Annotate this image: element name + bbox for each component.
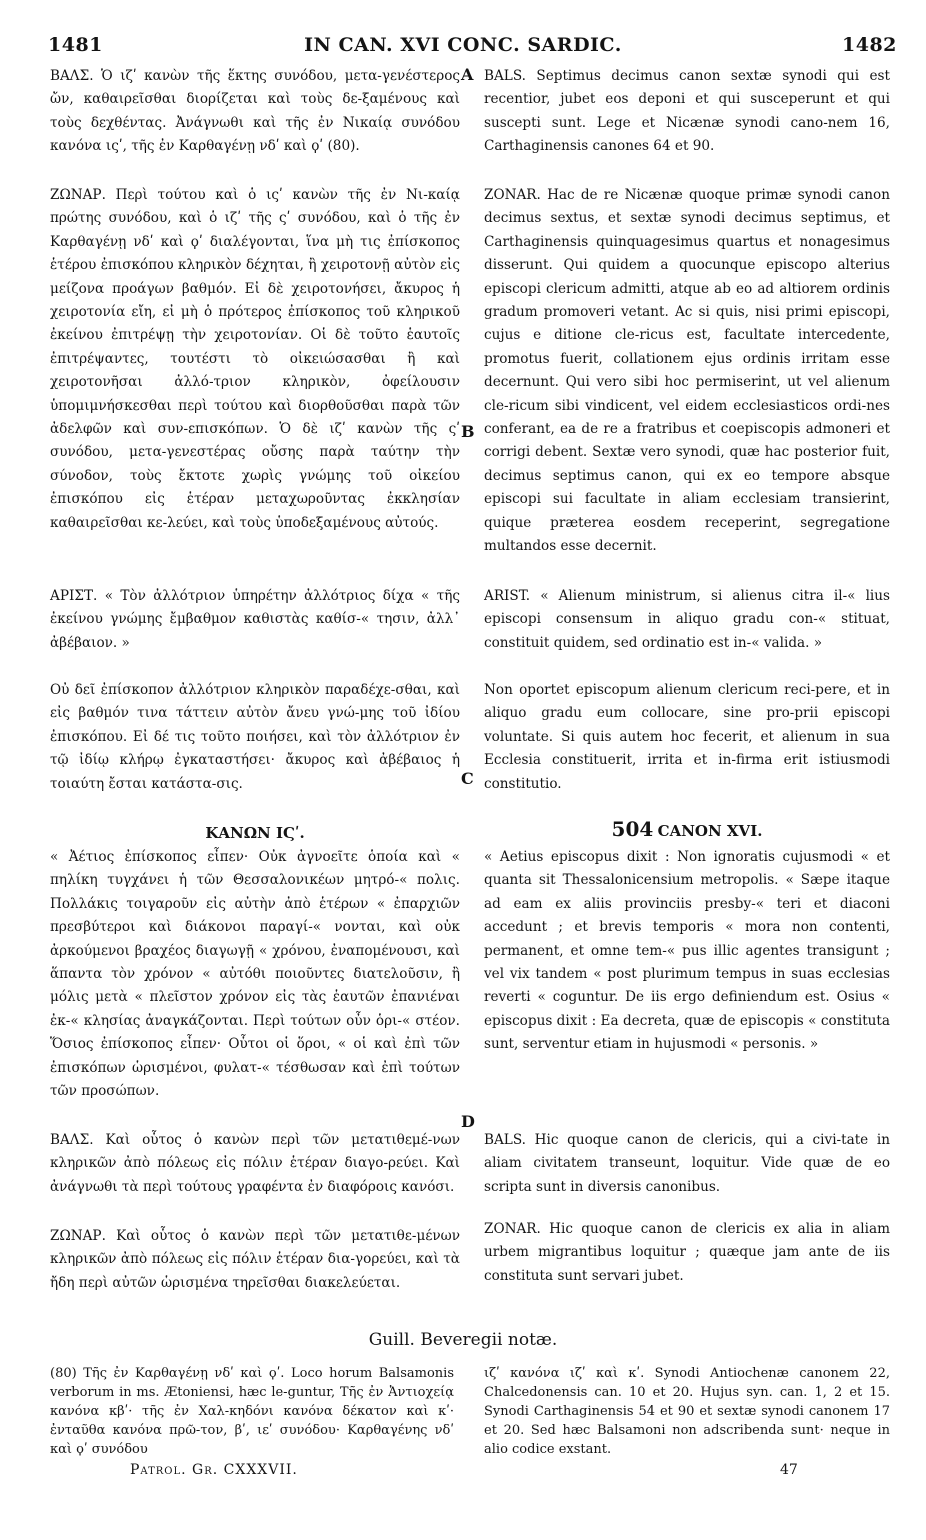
footer-volume: Patrol. Gr. CXXXVII. [130,1462,298,1478]
margin-letter-a: A [461,65,474,84]
latin-zonaras-2: ZONAR. Hic quoque canon de clericis ex alia in aliam urbem migrantibus loquitur ; quæque jam ante de iis constituta sunt servari jubet. [484,1221,890,1284]
page-number-left: 1481 [48,34,103,56]
greek-canon-text: « Ἀέτιος ἐπίσκοπος εἶπεν· Οὐκ ἀγνοεῖτε ὁποία καὶ « πηλίκη τυγχάνει ἡ τῶν Θεσσαλονικέων μητρό-« πολις. Πολλάκις τοιγαροῦν εἰς αὐτὴν ἀπὸ ἑτέρων « ἐπαρχιῶν πρεσβύτεροι καὶ διάκονοι παραγί-« νονται, καὶ οὐκ ἀρκούμενοι βραχέος διαγωγῇ « χρόνου, ἐναπομένουσι, καὶ ἅπαντα τὸν χρόνον « αὐτόθι ποιοῦντες διατελοῦσιν, ἢ μόλις μετὰ « πλεῖστον χρόνον εἰς τὰς ἑαυτῶν ἐπανιέναι ἐκ-« κλησίας ἀναγκάζονται. Περὶ τούτων οὖν ὁρι-« στέον. Ὅσιος ἐπίσκοπος εἶπεν· Οὗτοι οἱ ὅροι, « οἱ καὶ ἐπὶ τῶν ἐπισκόπων ὡρισμένοι, φυλατ-« τέσθωσαν καὶ ἐπὶ τούτων τῶν προσώπων. [50,849,460,1100]
greek-balsamon-1: ΒΑΛΣ. Ὁ ιζʹ κανὼν τῆς ἕκτης συνόδου, μετα-γενέστερος ὤν, καθαιρεῖσθαι διορίζεται καὶ τοὺς δε-ξαμένους καὶ τοὺς δεχθέντας. Ἀνάγνωθι καὶ τῆς ἐν Νικαίᾳ συνόδου κανόνα ιςʹ, τῆς ἐν Καρθαγένῃ νδʹ καὶ ϙʹ (80). [50,68,460,155]
greek-aristenus: ΑΡΙΣΤ. « Τὸν ἀλλότριον ὑπηρέτην ἀλλότριος δίχα « τῆς ἐκείνου γνώμης ἔμβαθμον καθιστὰς καθίσ-« τησιν, ἀλλ᾽ ἀβέβαιον. » [50,588,460,651]
running-title: IN CAN. XVI CONC. SARDIC. [304,34,622,56]
greek-zonaras-1: ΖΩΝΑΡ. Περὶ τούτου καὶ ὁ ιςʹ κανὼν τῆς ἐν Νι-καίᾳ πρώτης συνόδου, καὶ ὁ ιζʹ τῆς ςʹ συνόδου, καὶ ὁ τῆς ἐν Καρθαγένῃ νδʹ καὶ ϙʹ διαλέγονται, ἵνα μὴ τις ἐπίσκοπος ἑτέρου ἐπισκόπου κληρικὸν δέχηται, ἢ χειροτονῇ αὐτὸν εἰς μείζονα προάγων βαθμόν. Εἰ δὲ χειροτονήσει, ἄκυρος ἡ χειροτονία εἴη, εἰ μὴ ὁ πρότερος ἐπίσκοπος τοῦ κληρικοῦ ἐκείνου ἐπιτρέψῃ τὴν χειροτονίαν. Οἱ δὲ τοῦτο ἑαυτοῖς ἐπιτρέψαντες, τουτέστι τὸ οἰκειώσασθαι ἢ καὶ χειροτονῆσαι ἀλλό-τριον κληρικὸν, ὀφείλουσιν ὑπομιμνήσκεσθαι περὶ τούτου καὶ διορθοῦσθαι παρὰ τῶν ἀδελφῶν καὶ συν-επισκόπων. Ὁ δὲ ιζʹ κανὼν τῆς ςʹ συνόδου, μετα-γενεστέρας οὔσης παρὰ ταύτην τὴν σύνοδον, τοὺς ἔκτοτε χωρὶς γνώμης τοῦ οἰκείου ἐπισκόπου εἰς ἑτέραν μεταχωροῦντας ἐκκλησίαν καθαιρεῖσθαι κε-λεύει, καὶ τοὺς ὑποδεξαμένους αὐτούς. [50,187,460,531]
latin-canon-heading [484,818,890,844]
page-number-right: 1482 [842,34,897,56]
margin-letter-d: D [461,1112,475,1131]
greek-synopsis: Οὐ δεῖ ἐπίσκοπον ἀλλότριον κληρικὸν παραδέχε-σθαι, καὶ εἰς βαθμόν τινα τάττειν αὐτὸν ἄνευ γνώ-μης τοῦ ἰδίου ἐπισκόπου. Εἰ δέ τις τοῦτο ποιήσει, καὶ τὸν ἀλλότριον ἐν τῷ ἰδίῳ κλήρῳ ἐγκαταστήσει· ἄκυρος καὶ ἀβέβαιος ἡ τοιαύτη ἔσται κατάστα-σις. [50,682,460,792]
greek-balsamon-2: ΒΑΛΣ. Καὶ οὗτος ὁ κανὼν περὶ τῶν μετατιθεμέ-νων κληρικῶν ἀπὸ πόλεως εἰς πόλιν ἑτέραν διαγο-ρεύει. Καὶ ἀνάγνωθι τὰ περὶ τούτους γραφέντα ἐν διαφόροις κανόσι. [50,1132,460,1195]
footnote-left: (80) Τῆς ἐν Καρθαγένῃ νδʹ καὶ ϙʹ. Loco horum Balsamonis verborum in ms. Ætoniensi, hæc le-guntur, Τῆς ἐν Ἀντιοχείᾳ κανόνα κβʹ· τῆς ἐν Χαλ-κηδόνι κανόνα δέκατον καὶ κʹ· ἐνταῦθα κανόνα πρῶ-τον, βʹ, ιεʹ συνόδου· Καρθαγένης νδʹ καὶ ϙʹ συνόδου [50,1366,454,1457]
latin-balsamon-2: BALS. Hic quoque canon de clericis, qui a civi-tate in aliam civitatem transeunt, loquitur. Vide quæ de eo scripta sunt in diversis canonibus. [484,1132,890,1195]
greek-canon-title: ΚΑΝΩΝ ΙϚʹ. [205,824,305,842]
latin-synopsis: Non oportet episcopum alienum clericum reci-pere, et in aliquo gradu eum collocare, sine pro-prii episcopi voluntate. Si quis autem hoc fecerit, et alienum in sua Ecclesia constituerit, irrita et in-firma erit istiusmodi constitutio. [484,682,890,792]
latin-canon-text: « Aetius episcopus dixit : Non ignoratis cujusmodi « et quanta sit Thessalonicensium metropolis. « Sæpe itaque ad eam ex aliis provinciis presby-« teri et diaconi accedunt ; et brevis temporis « mora non contenti, permanent, et omne tem-« pus illic agentes transigunt ; vel vix tandem « post plurimum tempus in suas ecclesias reverti « coguntur. De iis ergo definiendum est. Osius « episcopus dixit : Ea decreta, quæ de episcopis « constituta sunt, serventur etiam in hujusmodi « personis. » [484,849,890,1053]
footnote-right: ιζʹ κανόνα ιζʹ καὶ κʹ. Synodi Antiochenæ canonem 22, Chalcedonensis can. 10 et 20. Hujus syn. can. 1, 2 et 15. Synodi Carthaginensis 54 et 90 et sextæ synodi canonem 17 et 20. Sed hæc Balsamoni non adscribenda sunt· neque in alio codice exstant. [484,1366,890,1457]
latin-balsamon-1: BALS. Septimus decimus canon sextæ synodi qui est recentior, jubet eos deponi et qui susceperunt et qui suscepti sunt. Lege et Nicænæ synodi cano-nem 16, Carthaginensis canones 64 et 90. [484,68,890,155]
greek-zonaras-2: ΖΩΝΑΡ. Καὶ οὗτος ὁ κανὼν περὶ τῶν μετατιθε-μένων κληρικῶν ἀπὸ πόλεως εἰς πόλιν ἑτέραν δια-γορεύει, καὶ τὰ ἤδη περὶ αὐτῶν ὡρισμένα τηρεῖσθαι διακελεύεται. [50,1228,460,1291]
column-number: 504 [611,817,654,841]
latin-zonaras-1: ZONAR. Hac de re Nicænæ quoque primæ synodi canon decimus sextus, et sextæ synodi decimus septimus, et Carthaginensis quinquagesimus quartus et nonagesimus disserunt. Qui quidem a quocunque episcopo alterius episcopi clericum admitti, atque ab eo ad altiorem ordinis gradum promoveri vetant. Ac si quis, nisi primi episcopi, cujus e ditione cle-ricus est, facultate intercedente, promotus fuerit, collationem ejus ordinis irritam esse decernunt. Qui vero sibi hoc permiserint, ut vel alienum cle-ricum sibi vindicent, vel eidem ecclesiasticos ordi-nes conferant, ea de re a fratribus et coepiscopis admoneri et corrigi debent. Sextæ vero synodi, quæ hac posterior fuit, decimus septimus canon, qui ex eo tempore absque episcopi sui facultate in aliam ecclesiam transierint, quique præterea eosdem receperint, segregatione multandos esse decernit. [484,187,890,555]
latin-aristenus: ARIST. « Alienum ministrum, si alienus citra il-« lius episcopi consensum in aliquo gradu con-« stituat, constituit quidem, sed ordinatio est in-« valida. » [484,588,890,651]
margin-letter-b: B [461,422,475,441]
notes-title: Guill. Beveregii notæ. [368,1330,558,1350]
latin-canon-title: CANON XVI. [657,822,763,840]
margin-letter-c: C [461,769,474,788]
footer-signature: 47 [780,1462,798,1478]
